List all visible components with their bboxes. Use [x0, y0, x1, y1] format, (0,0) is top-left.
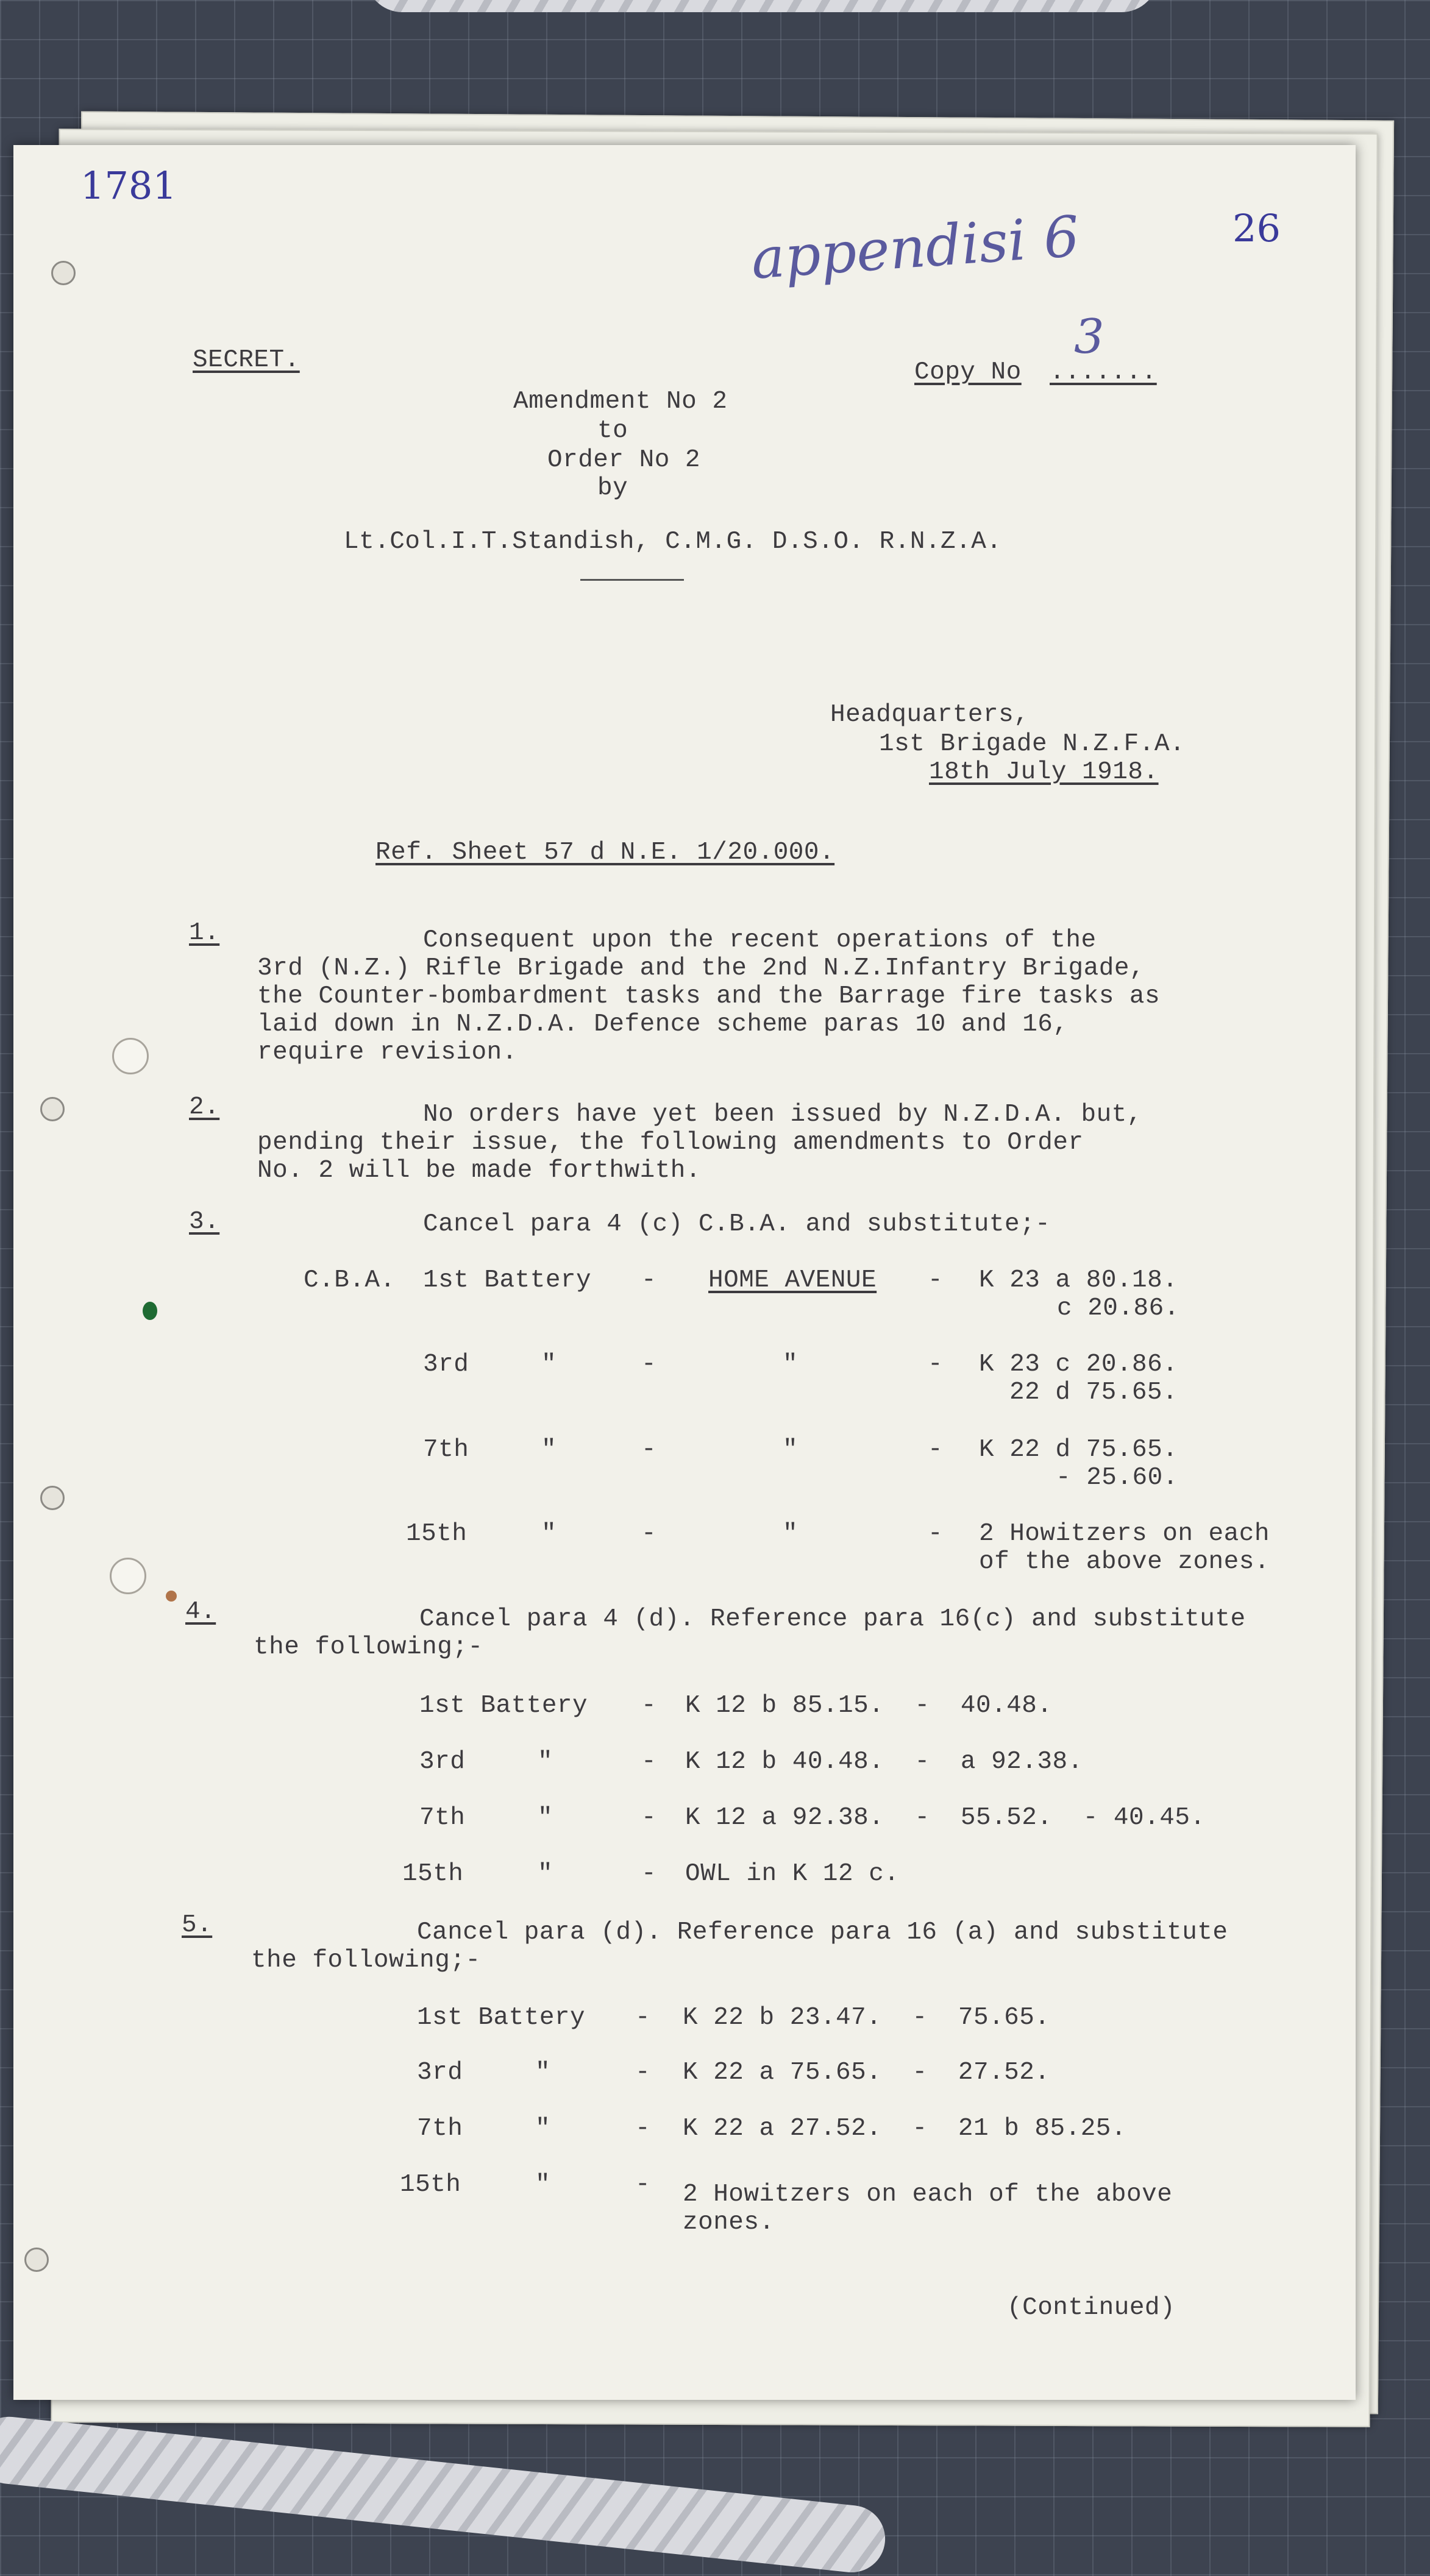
howitzer-note: of the above zones. [979, 1548, 1270, 1576]
map-ref: K 22 b 23.47. - 75.65. [683, 2004, 1050, 2032]
para-4-number: 4. [185, 1598, 216, 1626]
ditto: " [535, 2115, 551, 2143]
howitzer-note: zones. [683, 2209, 775, 2237]
ditto: " [541, 1520, 557, 1548]
map-reference: Ref. Sheet 57 d N.E. 1/20.000. [375, 839, 835, 867]
battery-name: 1st Battery [423, 1266, 592, 1294]
para-3-intro: Cancel para 4 (c) C.B.A. and substitute;- [423, 1210, 1051, 1238]
map-ref: K 12 b 85.15. - 40.48. [685, 1692, 1053, 1720]
dash: - [928, 1350, 944, 1378]
cord-bottom [0, 2413, 889, 2575]
punch-hole [24, 2248, 49, 2272]
cord-top [366, 0, 1158, 12]
para-4-intro: Cancel para 4 (d). Reference para 16(c) and substitute [419, 1605, 1246, 1633]
para-1-number: 1. [189, 919, 220, 947]
para-1-line: Consequent upon the recent operations of the [423, 926, 1097, 954]
howitzer-note: 2 Howitzers on each of the above [683, 2180, 1173, 2209]
dash: - [641, 1350, 657, 1378]
map-ref: K 12 a 92.38. - 55.52. - 40.45. [685, 1804, 1206, 1832]
amendment-by: by [597, 474, 628, 502]
target: OWL in K 12 c. [685, 1860, 900, 1888]
battery-name: 1st Battery [417, 2004, 586, 2032]
para-2-line: pending their issue, the following amendments to Order [257, 1129, 1084, 1157]
para-2-number: 2. [189, 1093, 220, 1121]
amendment-title: Amendment No 2 [513, 388, 728, 416]
dash: - [641, 1860, 657, 1888]
copy-label: Copy No [914, 358, 1022, 386]
ditto: " [783, 1520, 799, 1548]
dash: - [928, 1520, 944, 1548]
battery-name: 3rd [423, 1350, 469, 1378]
map-ref: K 12 b 40.48. - a 92.38. [685, 1748, 1083, 1776]
dash: - [641, 1804, 657, 1832]
ditto: " [783, 1436, 799, 1464]
dash: - [928, 1436, 944, 1464]
dash: - [928, 1266, 944, 1294]
ditto: " [783, 1350, 799, 1378]
para-1-line: require revision. [257, 1038, 518, 1066]
punch-hole [112, 1038, 149, 1074]
ink-stain [143, 1302, 157, 1320]
ditto: " [541, 1436, 557, 1464]
ditto: " [541, 1350, 557, 1378]
ditto: " [538, 1748, 553, 1776]
dash: - [641, 1520, 657, 1548]
copy-number: 3 [1074, 310, 1105, 364]
para-1-line: laid down in N.Z.D.A. Defence scheme paras 10 and 16, [257, 1010, 1069, 1038]
map-ref: K 22 a 27.52. - 21 b 85.25. [683, 2115, 1127, 2143]
classification: SECRET. [193, 346, 300, 374]
map-ref: K 23 c 20.86. [979, 1350, 1178, 1378]
para-4-intro: the following;- [254, 1633, 483, 1661]
dash: - [641, 1436, 657, 1464]
map-ref: K 22 a 75.65. - 27.52. [683, 2059, 1050, 2087]
para-5-intro: Cancel para (d). Reference para 16 (a) and substitute [417, 1918, 1228, 1946]
dash: - [641, 1748, 657, 1776]
dash: - [635, 2004, 651, 2032]
dash: - [641, 1692, 657, 1720]
dash: - [641, 1266, 657, 1294]
battery-name: 7th [419, 1804, 466, 1832]
para-5-number: 5. [182, 1911, 213, 1939]
author: Lt.Col.I.T.Standish, C.M.G. D.S.O. R.N.Z.A. [344, 528, 1002, 556]
target: HOME AVENUE [708, 1266, 877, 1294]
para-3-number: 3. [189, 1208, 220, 1236]
order-title: Order No 2 [547, 446, 701, 474]
map-ref: K 22 d 75.65. [979, 1436, 1178, 1464]
ditto: " [538, 1804, 553, 1832]
hq-line2: 1st Brigade N.Z.F.A. [879, 730, 1186, 758]
cba-label: C.B.A. [304, 1266, 396, 1294]
battery-name: 7th [417, 2115, 463, 2143]
dash: - [635, 2115, 651, 2143]
hq-line1: Headquarters, [830, 701, 1030, 729]
para-2-line: No orders have yet been issued by N.Z.D.A. but, [423, 1101, 1142, 1129]
appendix-handwriting: appendisi 6 [749, 204, 1082, 292]
dash: - [635, 2171, 651, 2199]
para-1-line: 3rd (N.Z.) Rifle Brigade and the 2nd N.Z.Infantry Brigade, [257, 954, 1145, 982]
para-5-intro: the following;- [251, 1946, 481, 1975]
map-ref: 22 d 75.65. [1009, 1378, 1178, 1407]
amendment-to: to [597, 417, 628, 445]
copy-dots: ....... [1050, 358, 1157, 386]
folio-stamp-right: 26 [1233, 206, 1281, 250]
para-2-line: No. 2 will be made forthwith. [257, 1157, 702, 1185]
battery-name: 3rd [417, 2059, 463, 2087]
divider [580, 579, 684, 581]
battery-name: 7th [423, 1436, 469, 1464]
punch-hole [40, 1097, 65, 1121]
ditto: " [535, 2171, 551, 2199]
ditto: " [535, 2059, 551, 2087]
battery-name: 3rd [419, 1748, 466, 1776]
ink-stain [166, 1591, 177, 1602]
map-ref: - 25.60. [1056, 1464, 1178, 1492]
hq-date: 18th July 1918. [929, 758, 1159, 786]
battery-name: 15th [402, 1860, 464, 1888]
battery-name: 15th [400, 2171, 461, 2199]
folio-stamp-left: 1781 [80, 163, 177, 208]
punch-hole [40, 1486, 65, 1510]
map-ref: c 20.86. [1057, 1294, 1179, 1322]
continued-note: (Continued) [1007, 2294, 1176, 2322]
punch-hole [51, 261, 76, 285]
battery-name: 15th [406, 1520, 468, 1548]
punch-hole [110, 1558, 146, 1594]
para-1-line: the Counter-bombardment tasks and the Barrage fire tasks as [257, 982, 1161, 1010]
battery-name: 1st Battery [419, 1692, 588, 1720]
howitzer-note: 2 Howitzers on each [979, 1520, 1270, 1548]
ditto: " [538, 1860, 553, 1888]
map-ref: K 23 a 80.18. [979, 1266, 1178, 1294]
document-page [13, 145, 1356, 2400]
dash: - [635, 2059, 651, 2087]
